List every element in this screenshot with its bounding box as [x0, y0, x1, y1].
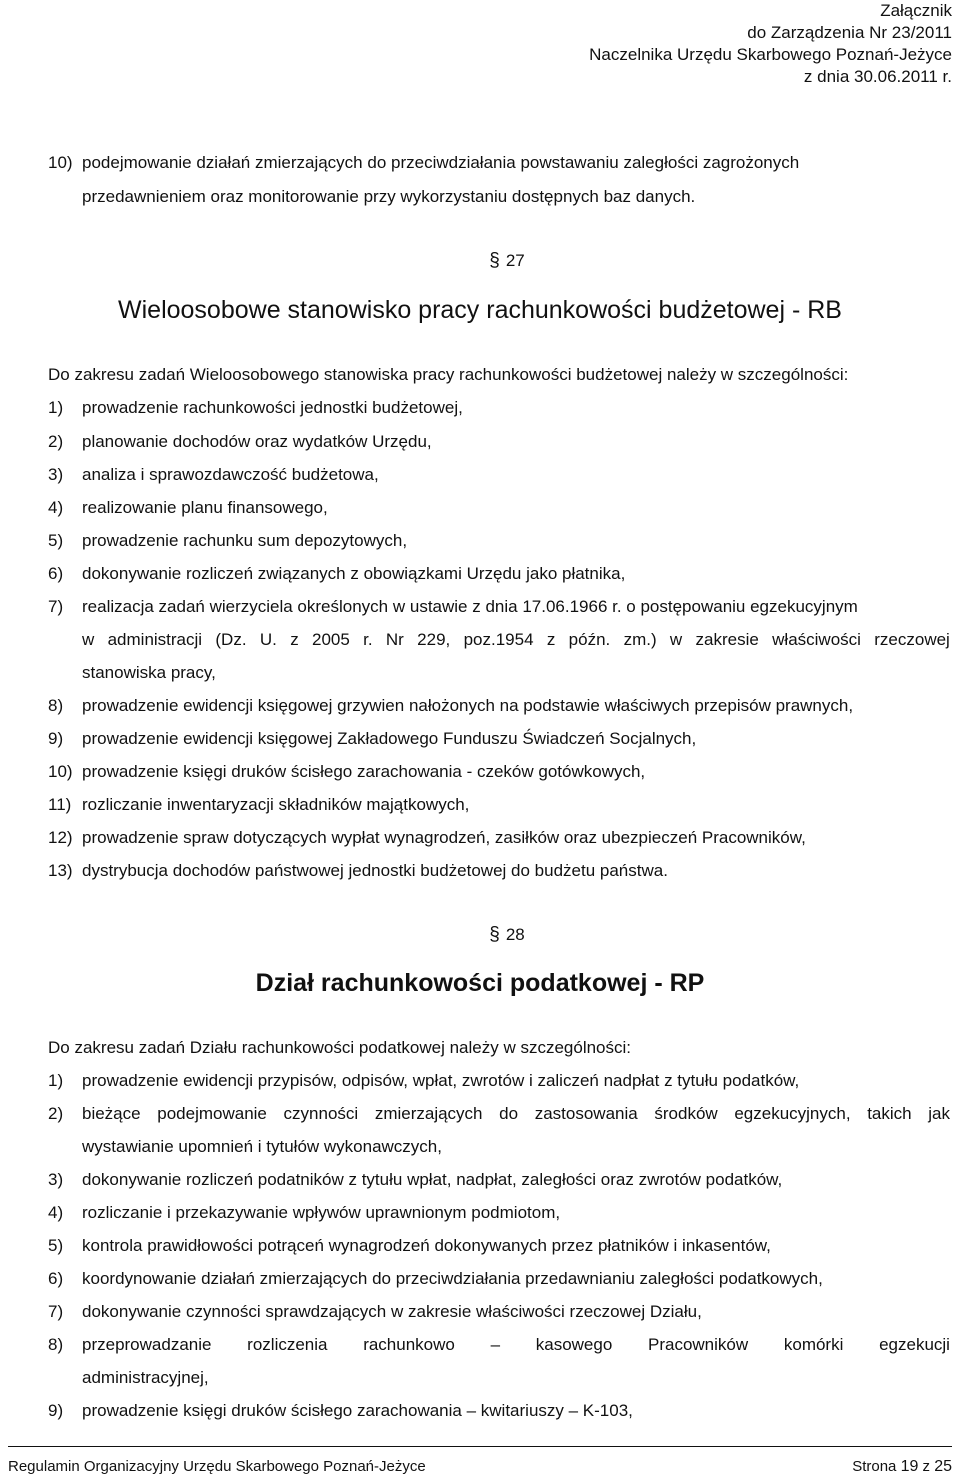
item-text: rozliczanie inwentaryzacji składników majątkowych,: [82, 795, 470, 814]
list-item-continuation: stanowiska pracy,: [82, 663, 216, 682]
section-title-28: Dział rachunkowości podatkowej - RP: [255, 969, 705, 997]
footer-document-title: Regulamin Organizacyjny Urzędu Skarbowego Poznań-Jeżyce: [8, 1458, 426, 1475]
item-number: 4): [48, 498, 64, 517]
word: takich: [867, 1104, 912, 1123]
item-text: planowanie dochodów oraz wydatków Urzędu,: [82, 432, 432, 451]
item-text: dokonywanie czynności sprawdzających w zakresie właściwości rzeczowej Działu,: [82, 1302, 702, 1321]
word: jak: [928, 1104, 950, 1123]
word: 229,: [417, 630, 451, 649]
item-number: 2): [48, 1104, 64, 1123]
word: egzekucji: [879, 1335, 950, 1354]
item-text: prowadzenie rachunku sum depozytowych,: [82, 531, 408, 550]
paragraph-sign: §: [489, 924, 500, 945]
item-number: 13): [48, 861, 73, 880]
item-number: 5): [48, 531, 64, 550]
item-text: dokonywanie rozliczeń podatników z tytułu wpłat, nadpłat, zaległości oraz zwrotów podatków,: [82, 1170, 783, 1189]
item-number: 4): [48, 1203, 64, 1222]
attachment-header: [589, 0, 952, 88]
list-item-continuation: administracyjnej,: [82, 1368, 209, 1387]
list-item-text-justified: [82, 1103, 950, 1125]
word: kasowego: [535, 1335, 613, 1354]
word: –: [490, 1335, 501, 1354]
word: zakresie: [695, 630, 759, 649]
item-number: 8): [48, 696, 64, 715]
word: komórki: [783, 1335, 844, 1354]
section-intro-28: Do zakresu zadań Działu rachunkowości podatkowej należy w szczególności:: [48, 1038, 632, 1057]
item-text: prowadzenie ewidencji przypisów, odpisów, wpłat, zwrotów i zaliczeń nadpłat z tytułu podatków,: [82, 1071, 800, 1090]
item-number: 11): [48, 795, 72, 814]
item-number: 1): [48, 398, 64, 417]
item-number: 2): [48, 432, 64, 451]
page-word: Strona: [852, 1458, 897, 1475]
header-line-4: z dnia 30.06.2011 r.: [803, 67, 952, 86]
word: późn.: [568, 630, 611, 649]
item-number: 10): [48, 153, 73, 172]
item-text: dokonywanie rozliczeń związanych z obowiązkami Urzędu jako płatnika,: [82, 564, 626, 583]
word: administracji: [107, 630, 203, 649]
word: U.: [259, 630, 277, 649]
item-text: prowadzenie ewidencji księgowej grzywien nałożonych na podstawie właściwych przepisów prawnych,: [82, 696, 854, 715]
item-number: 9): [48, 1401, 64, 1420]
continued-item-line-2: przedawnieniem oraz monitorowanie przy wykorzystaniu dostępnych baz danych.: [82, 187, 696, 206]
item-text: kontrola prawidłowości potrąceń wynagrodzeń dokonywanych przez płatników i inkasentów,: [82, 1236, 771, 1255]
word: czynności: [283, 1104, 359, 1123]
section-mark-27: [0, 250, 960, 272]
list-item-continuation: wystawianie upomnień i tytułów wykonawczych,: [82, 1137, 442, 1156]
footer-divider: [8, 1446, 952, 1447]
item-text: koordynowanie działań zmierzających do przeciwdziałania przedawnianiu zaległości podatkowych,: [82, 1269, 823, 1288]
total-pages: 25: [934, 1458, 952, 1475]
word: egzekucyjnych,: [734, 1104, 851, 1123]
item-text: prowadzenie rachunkowości jednostki budżetowej,: [82, 398, 463, 417]
item-number: 9): [48, 729, 64, 748]
header-line-1: Załącznik: [880, 1, 952, 20]
word: z: [290, 630, 299, 649]
word: bieżące: [82, 1104, 141, 1123]
header-line-3: Naczelnika Urzędu Skarbowego Poznań-Jeżyce: [589, 45, 952, 64]
word: zmierzających: [374, 1104, 483, 1123]
item-text: dystrybucja dochodów państwowej jednostki budżetowej do budżetu państwa.: [82, 861, 668, 880]
word: właściwości: [772, 630, 861, 649]
current-page: 19: [900, 1458, 919, 1475]
word: przeprowadzanie: [82, 1335, 212, 1354]
word: rzeczowej: [874, 630, 950, 649]
item-text: realizowanie planu finansowego,: [82, 498, 328, 517]
word: w: [669, 630, 683, 649]
item-number: 12): [48, 828, 73, 847]
item-number: 7): [48, 597, 64, 616]
item-number: 8): [48, 1335, 64, 1354]
item-number: 6): [48, 564, 64, 583]
section-number: 27: [505, 251, 525, 270]
item-text: prowadzenie ewidencji księgowej Zakładowego Funduszu Świadczeń Socjalnych,: [82, 729, 697, 748]
item-number: 7): [48, 1302, 64, 1321]
item-text: prowadzenie księgi druków ścisłego zarachowania – kwitariuszy – K-103,: [82, 1401, 633, 1420]
section-number: 28: [505, 925, 525, 944]
item-text: realizacja zadań wierzyciela określonych w ustawie z dnia 17.06.1966 r. o postępowaniu egzekucyjnym: [82, 597, 858, 616]
page-number: [852, 1457, 952, 1477]
list-item-text-justified: [82, 1334, 950, 1356]
word: rozliczenia: [247, 1335, 328, 1354]
of-word: z: [922, 1458, 931, 1475]
word: Nr: [385, 630, 404, 649]
word: zastosowania: [534, 1104, 638, 1123]
item-number: 5): [48, 1236, 64, 1255]
section-mark-28: [0, 924, 960, 946]
word: Pracowników: [648, 1335, 749, 1354]
header-line-2: do Zarządzenia Nr 23/2011: [747, 23, 952, 42]
item-number: 1): [48, 1071, 64, 1090]
word: poz.1954: [463, 630, 534, 649]
word: w: [82, 630, 95, 649]
item-text: prowadzenie spraw dotyczących wypłat wynagrodzeń, zasiłków oraz ubezpieczeń Pracowników,: [82, 828, 806, 847]
word: 2005: [312, 630, 350, 649]
item-text: prowadzenie księgi druków ścisłego zarachowania - czeków gotówkowych,: [82, 762, 646, 781]
word: środków: [654, 1104, 718, 1123]
item-number: 10): [48, 762, 73, 781]
item-number: 6): [48, 1269, 64, 1288]
word: z: [546, 630, 556, 649]
word: do: [499, 1104, 519, 1123]
paragraph-sign: §: [489, 250, 500, 271]
item-number: 3): [48, 465, 64, 484]
item-text: analiza i sprawozdawczość budżetowa,: [82, 465, 379, 484]
section-intro-27: Do zakresu zadań Wieloosobowego stanowiska pracy rachunkowości budżetowej należy w szczególności:: [48, 365, 849, 384]
word: rachunkowo: [363, 1335, 455, 1354]
word: podejmowanie: [157, 1104, 267, 1123]
word: r.: [363, 630, 373, 649]
item-number: 3): [48, 1170, 64, 1189]
word: (Dz.: [215, 630, 247, 649]
list-item-continuation: [82, 629, 950, 651]
item-text: rozliczanie i przekazywanie wpływów uprawnionym podmiotom,: [82, 1203, 561, 1222]
section-title-27: Wieloosobowe stanowisko pracy rachunkowości budżetowej - RB: [118, 296, 842, 324]
word: zm.): [623, 630, 657, 649]
item-text: podejmowanie działań zmierzających do przeciwdziałania powstawaniu zaległości zagrożonych: [82, 153, 800, 172]
